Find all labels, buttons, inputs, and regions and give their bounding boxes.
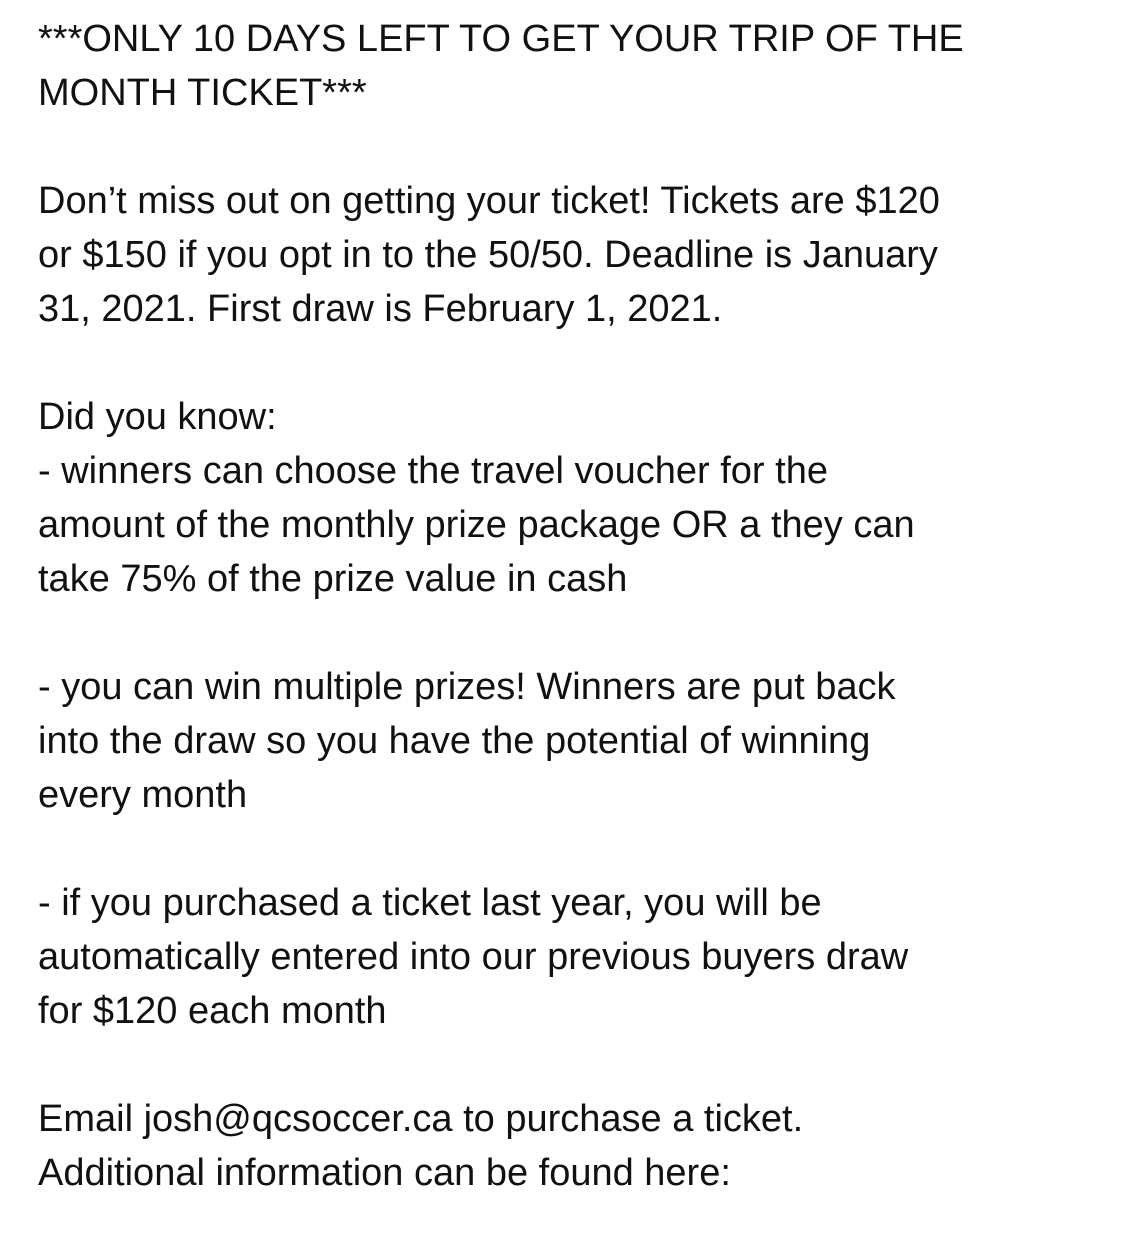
fact-line: - if you purchased a ticket last year, you will be (38, 882, 822, 924)
headline-line: MONTH TICKET*** (38, 72, 367, 114)
closing-line: Additional information can be found here: (38, 1152, 731, 1194)
fact-line: every month (38, 774, 248, 816)
fact-line: - winners can choose the travel voucher for the (38, 450, 828, 492)
fact-line: amount of the monthly prize package OR a they can (38, 504, 915, 546)
did-you-know-heading: Did you know: (38, 396, 277, 438)
intro-line: 31, 2021. First draw is February 1, 2021. (38, 288, 723, 330)
did-you-know-section (38, 390, 1098, 606)
fact-line: take 75% of the prize value in cash (38, 558, 628, 600)
intro-line: Don’t miss out on getting your ticket! Tickets are $120 (38, 180, 940, 222)
closing-line: Email josh@qcsoccer.ca to purchase a ticket. (38, 1098, 804, 1140)
fact-line: - you can win multiple prizes! Winners are put back (38, 666, 896, 708)
intro-line: or $150 if you opt in to the 50/50. Deadline is January (38, 234, 938, 276)
fact-line: for $120 each month (38, 990, 387, 1032)
headline (38, 12, 1098, 120)
fact-previous-buyers (38, 876, 1098, 1038)
post-text (38, 12, 1098, 1254)
fact-line: into the draw so you have the potential of winning (38, 720, 871, 762)
closing-paragraph (38, 1092, 1098, 1200)
fact-multiple-prizes (38, 660, 1098, 822)
fact-line: automatically entered into our previous buyers draw (38, 936, 909, 978)
intro-paragraph (38, 174, 1098, 336)
headline-line: ***ONLY 10 DAYS LEFT TO GET YOUR TRIP OF THE (38, 18, 964, 60)
